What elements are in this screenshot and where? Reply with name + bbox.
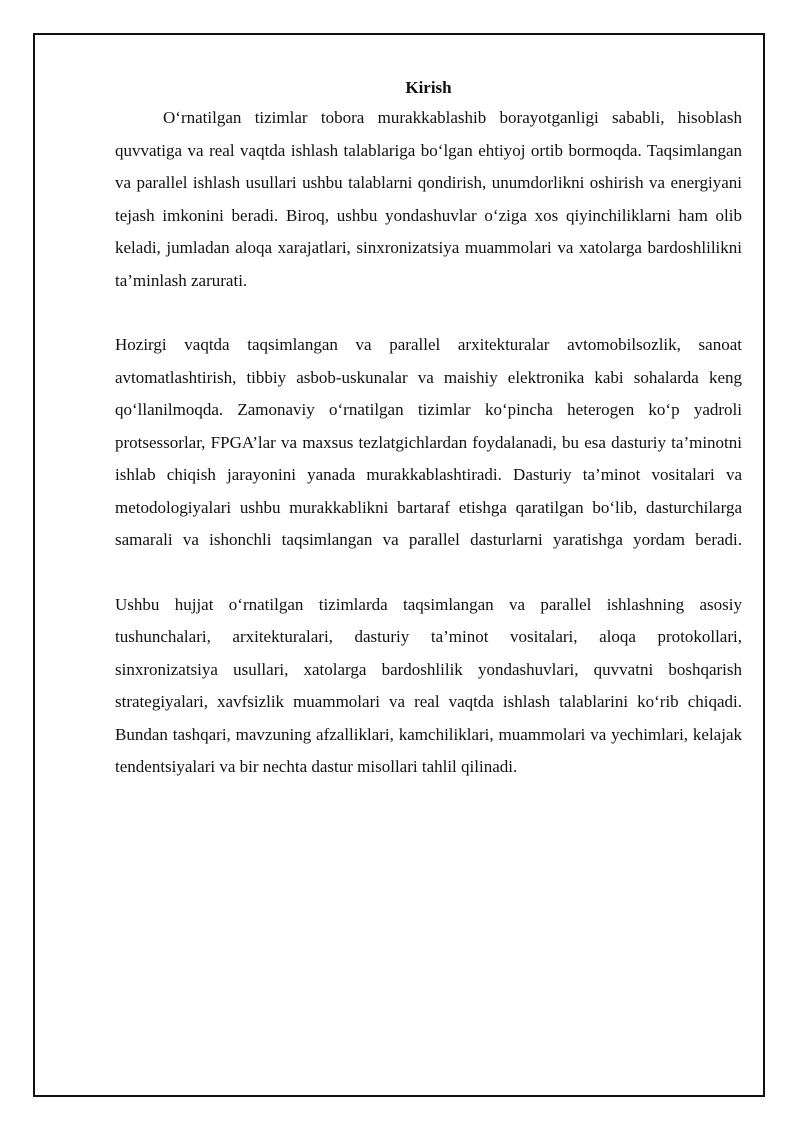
document-title: Kirish xyxy=(405,78,452,97)
paragraph-gap xyxy=(115,557,742,589)
document-body xyxy=(115,74,742,784)
paragraph-2: Hozirgi vaqtda taqsimlangan va parallel arxitekturalar avtomobilsozlik, sanoat avtomatlashtirish, tibbiy asbob-uskunalar va maishiy elektronika kabi sohalarda keng qo‘llanilmoqda. Zamonaviy o‘rnatilgan tizimlar ko‘pincha heterogen ko‘p yadroli protsessorlar, FPGA’lar va maxsus tezlatgichlardan foydalanadi, bu esa dasturiy ta’minotni ishlab chiqish jarayonini yanada murakkablashtiradi. Dasturiy ta’minot vositalari va metodologiyalari ushbu murakkablikni bartaraf etishga qaratilgan bo‘lib, dasturchilarga samarali va ishonchli taqsimlangan va parallel dasturlarni yaratishga yordam beradi. xyxy=(115,335,742,549)
paragraph-1: O‘rnatilgan tizimlar tobora murakkablashib borayotganligi sababli, hisoblash quvvatiga va real vaqtda ishlash talablariga bo‘lgan ehtiyoj ortib bormoqda. Taqsimlangan va parallel ishlash usullari ushbu talablarni qondirish, unumdorlikni oshirish va energiyani tejash imkonini beradi. Biroq, ushbu yondashuvlar o‘ziga xos qiyinchiliklarni ham olib keladi, jumladan aloqa xarajatlari, sinxronizatsiya muammolari va xatolarga bardoshlilikni ta’minlash zarurati. xyxy=(115,108,742,290)
paragraph-gap xyxy=(115,297,742,329)
paragraph-3: Ushbu hujjat o‘rnatilgan tizimlarda taqsimlangan va parallel ishlashning asosiy tushunchalari, arxitekturalari, dasturiy ta’minot vositalari, aloqa protokollari, sinxronizatsiya usullari, xatolarga bardoshlilik yondashuvlari, quvvatni boshqarish strategiyalari, xavfsizlik muammolari va real vaqtda ishlash talablarini ko‘rib chiqadi. Bundan tashqari, mavzuning afzalliklari, kamchiliklari, muammolari va yechimlari, kelajak tendentsiyalari va bir nechta dastur misollari tahlil qilinadi. xyxy=(115,594,742,776)
